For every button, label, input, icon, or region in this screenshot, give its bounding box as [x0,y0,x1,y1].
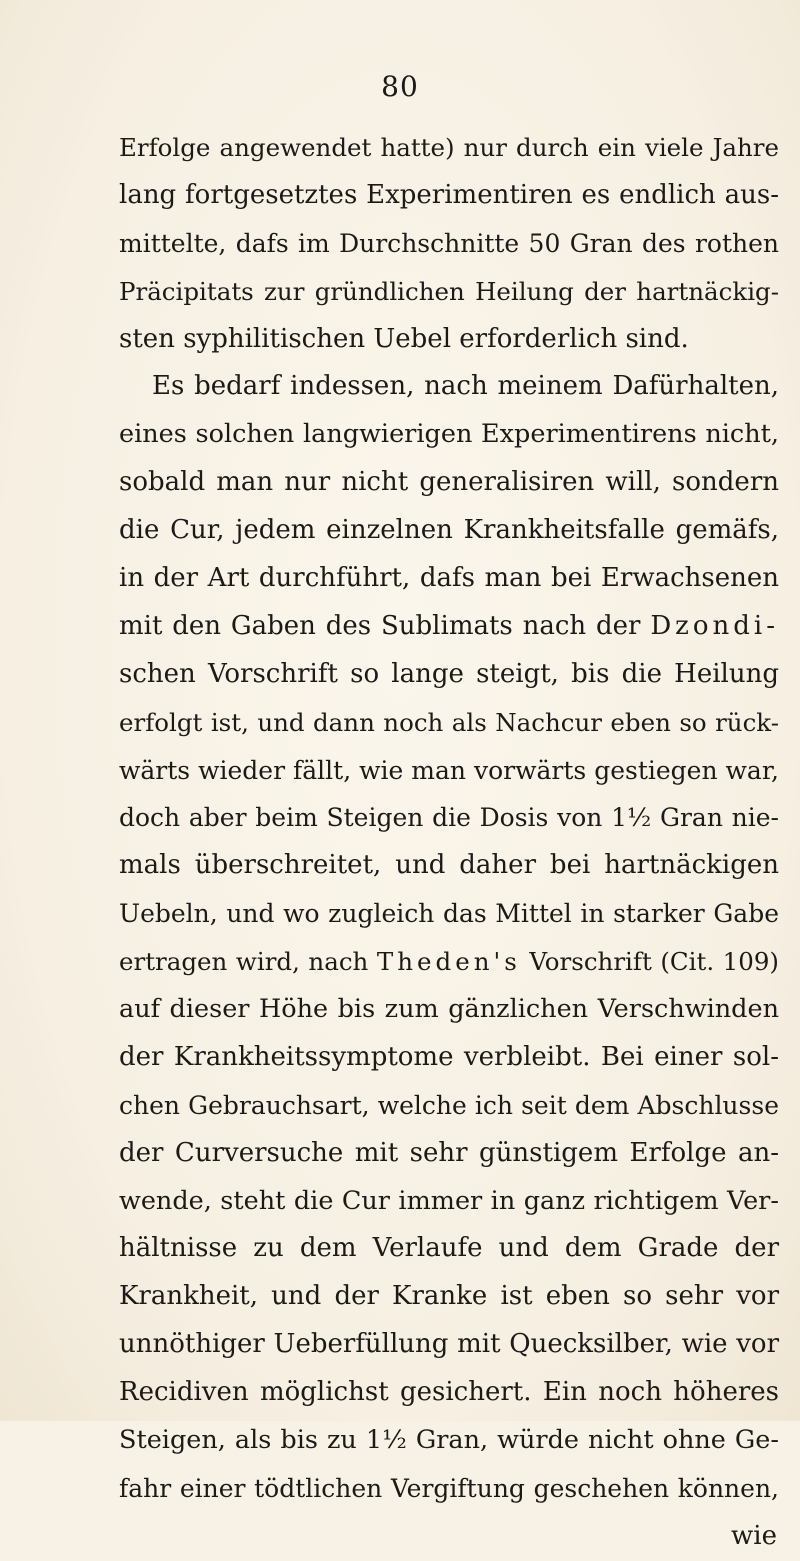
author-name-dzondi: Dzondi- [650,610,779,641]
text-line: Krankheit, und der Kranke ist eben so sehr vor [119,1281,779,1312]
text-line: Es bedarf indessen, nach meinem Dafürhalten, [152,371,779,402]
text-line: lang fortgesetztes Experimentiren es endlich aus- [119,179,779,210]
text-line: doch aber beim Steigen die Dosis von 1½ Gran nie- [119,803,779,833]
text-line: in der Art durchführt, dafs man bei Erwachsenen [119,563,779,594]
text-line: erfolgt ist, und dann noch als Nachcur eben so rück- [119,707,779,737]
text-line: auf dieser Höhe bis zum gänzlichen Verschwinden [119,994,779,1025]
text-line: der Krankheitssymptome verbleibt. Bei einer sol- [119,1041,779,1072]
text-line: der Curversuche mit sehr günstigem Erfolge an- [119,1137,779,1168]
text-line [119,938,779,986]
catchword: wie [731,1520,777,1551]
text-line: chen Gebrauchsart, welche ich seit dem Abschlusse [119,1090,779,1120]
text-line: eines solchen langwierigen Experimentirens nicht, [119,419,779,450]
author-name-theden: Theden's [376,947,521,977]
text-line: sobald man nur nicht generalisiren will, sondern [119,467,779,498]
text-segment: mit den Gaben des Sublimats nach der [119,610,641,641]
page-number: 80 [381,70,419,103]
text-line: mals überschreitet, und daher bei hartnäckigen [119,850,779,881]
text-line: Steigen, als bis zu 1½ Gran, würde nicht ohne Ge- [119,1425,779,1456]
text-line [119,603,779,651]
text-line: sten syphilitischen Uebel erforderlich sind. [119,323,689,354]
text-line: mittelte, dafs im Durchschnitte 50 Gran des rothen [119,228,779,258]
text-segment: Vorschrift (Cit. 109) [529,947,779,977]
text-line: fahr einer tödtlichen Vergiftung geschehen können, [119,1473,779,1503]
text-line: wärts wieder fällt, wie man vorwärts gestiegen war, [119,755,779,785]
body-text [119,124,779,1561]
text-line: unnöthiger Ueberfüllung mit Quecksilber, wie vor [119,1329,779,1360]
text-line: Recidiven möglichst gesichert. Ein noch höheres [119,1377,779,1408]
text-line: die Cur, jedem einzelnen Krankheitsfalle gemäfs, [119,515,779,546]
text-line: wende, steht die Cur immer in ganz richtigem Ver- [119,1185,779,1216]
text-line: Präcipitats zur gründlichen Heilung der hartnäckig- [119,276,779,306]
text-line: Uebeln, und wo zugleich das Mittel in starker Gabe [119,899,779,929]
text-segment: ertragen wird, nach [119,947,369,977]
text-line: hältnisse zu dem Verlaufe und dem Grade der [119,1233,779,1264]
text-line: schen Vorschrift so lange steigt, bis die Heilung [119,658,779,689]
text-line: Erfolge angewendet hatte) nur durch ein viele Jahre [119,133,779,162]
